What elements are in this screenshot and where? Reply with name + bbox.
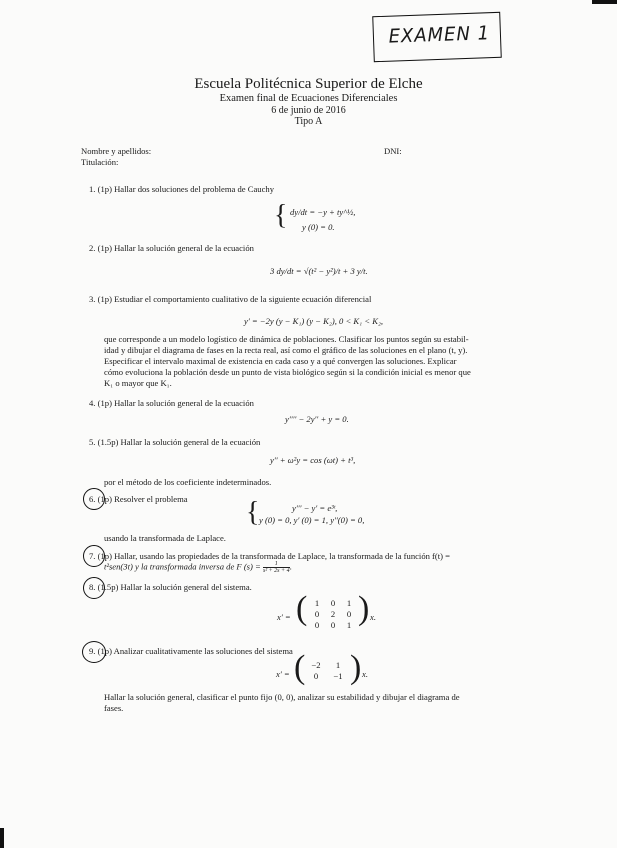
paragraph-line: idad y dibujar el diagrama de fases en la recta real, así como el gráfico de las soluciones en el plano (t, y). bbox=[104, 345, 468, 355]
paragraph-line: K₁ o mayor que K₁. bbox=[104, 378, 172, 388]
paragraph-line: que corresponde a un modelo logístico de dinámica de poblaciones. Clasificar los puntos según su estabil- bbox=[104, 334, 469, 344]
exam-type: Tipo A bbox=[294, 116, 323, 127]
scan-mark bbox=[592, 0, 617, 4]
paragraph-line: por el método de los coeficiente indeterminados. bbox=[104, 477, 272, 487]
problem-7-line-2: t²sen(3t) y la transformada inversa de F (s) = $\frac{1}{\text{s² + 2s + 4}}$ . bbox=[104, 561, 292, 574]
matrix-paren-right: ) bbox=[358, 590, 370, 627]
matrix-rhs: x. bbox=[370, 612, 376, 622]
matrix-lhs: x′ = bbox=[276, 669, 290, 679]
system-brace: { bbox=[246, 497, 260, 528]
problem-points: (1p) bbox=[97, 184, 112, 194]
matrix-paren-left: ( bbox=[296, 590, 308, 627]
name-field-label: Nombre y apellidos: bbox=[81, 146, 152, 156]
school-title: Escuela Politécnica Superior de Elche bbox=[194, 76, 423, 92]
equation: 3 dy/dt = √(t² − y²)/t + 3 y/t. bbox=[270, 266, 368, 276]
problem-7: 7. (1p) Hallar, usando las propiedades de la transformada de Laplace, la transformada de la función f(t) = bbox=[89, 551, 451, 561]
problem-2: 2. (1p) Hallar la solución general de la ecuación bbox=[89, 243, 254, 253]
matrix-2x2: −2 1 0 −1 bbox=[311, 660, 343, 681]
stamp-text: EXAMEN 1 bbox=[388, 22, 491, 48]
problem-statement: Hallar dos soluciones del problema de Cauchy bbox=[114, 184, 274, 194]
degree-field-label: Titulación: bbox=[81, 157, 119, 167]
paragraph-line: Hallar la solución general, clasificar el punto fijo (0, 0), analizar su estabilidad y dibujar el diagrama de bbox=[104, 692, 460, 702]
paragraph-line: fases. bbox=[104, 703, 124, 713]
scan-mark-bottom bbox=[0, 828, 4, 848]
exam-date: 6 de junio de 2016 bbox=[271, 105, 346, 116]
matrix-3x3: 1 0 1 0 2 0 0 0 1 bbox=[314, 598, 352, 630]
paragraph-line: usando la transformada de Laplace. bbox=[104, 533, 226, 543]
equation: y′′′′ − 2y′′ + y = 0. bbox=[285, 414, 349, 424]
problem-6: 6. (1p) Resolver el problema bbox=[89, 494, 188, 504]
exam-title: Examen final de Ecuaciones Diferenciales bbox=[219, 93, 398, 104]
matrix-rhs: x. bbox=[362, 669, 368, 679]
problem-3: 3. (1p) Estudiar el comportamiento cualitativo de la siguiente ecuación diferencial bbox=[89, 294, 372, 304]
problem-8: 8. (1.5p) Hallar la solución general del sistema. bbox=[89, 582, 252, 592]
equation-line: y′′′ − y′ = e³ᵗ, bbox=[292, 503, 338, 513]
matrix-paren-left: ( bbox=[294, 649, 306, 686]
problem-1 bbox=[89, 184, 274, 194]
paragraph-line: Especificar el intervalo maximal de existencia en cada caso y a qué convergen las soluciones. Explicar bbox=[104, 356, 457, 366]
problem-number: 1. bbox=[89, 184, 96, 194]
matrix-paren-right: ) bbox=[350, 649, 362, 686]
matrix-lhs: x′ = bbox=[277, 612, 291, 622]
problem-9: 9. (1p) Analizar cualitativamente las soluciones del sistema bbox=[89, 646, 293, 656]
problem-5: 5. (1.5p) Hallar la solución general de la ecuación bbox=[89, 437, 261, 447]
exam-stamp bbox=[372, 12, 502, 62]
problem-4: 4. (1p) Hallar la solución general de la ecuación bbox=[89, 398, 254, 408]
equation-line: dy/dt = −y + ty^½, bbox=[290, 207, 356, 217]
dni-field-label: DNI: bbox=[384, 146, 402, 156]
equation: y′ = −2y (y − K₁) (y − K₂), 0 < K₁ < K₂, bbox=[244, 316, 384, 326]
equation: y′′ + ω²y = cos (ωt) + t³, bbox=[270, 455, 356, 465]
equation-line: y (0) = 0, y′ (0) = 1, y′′(0) = 0, bbox=[259, 515, 365, 525]
system-brace: { bbox=[274, 200, 288, 231]
equation-line: y (0) = 0. bbox=[302, 222, 335, 232]
paragraph-line: cómo evoluciona la población desde un punto de vista biológico según si la condición inicial es menor que bbox=[104, 367, 471, 377]
